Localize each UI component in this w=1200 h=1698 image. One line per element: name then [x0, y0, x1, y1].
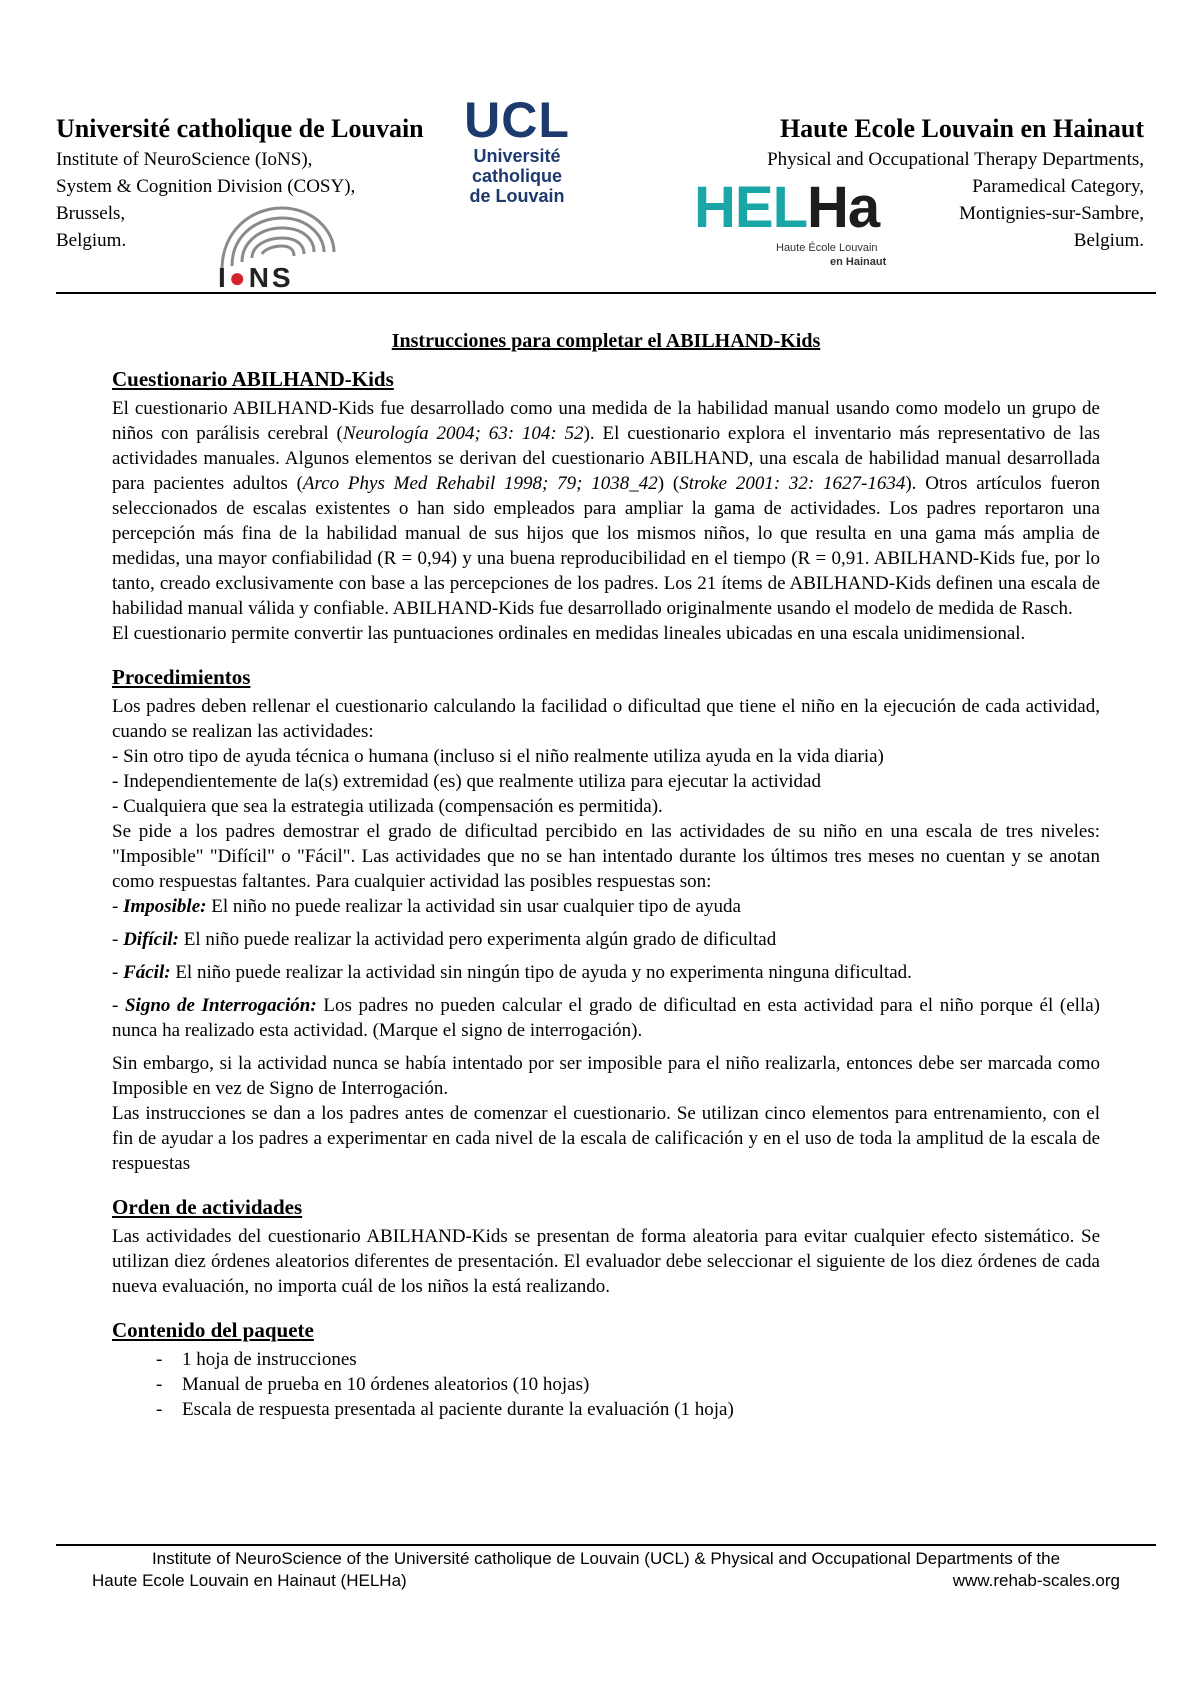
helha-affiliation-line: Physical and Occupational Therapy Departments,: [767, 149, 1144, 170]
header-divider: [56, 292, 1156, 294]
bullet: -: [156, 1374, 163, 1395]
response-term: Signo de Interrogación:: [124, 995, 317, 1016]
ucl-logo-subtitle: catholique: [471, 166, 562, 186]
dash: -: [112, 962, 124, 983]
text-run: ). Otros artículos fueron seleccionados de escalas existentes o han sido empleados para ampliar la gama de actividades. Los padres reportaron una percepción más fina de la habilidad manual de sus hijos que los mismos niños, lo que resulta en una gama más amplia de medidas, una mayor confiabilidad (R = 0,94) y una buena reproducibilidad en el tiempo (R = 0,91. ABILHAND-Kids fue, por lo tanto, creado exclusivamente con base a las percepciones de los padres. Los 21 ítems de ABILHAND-Kids definen una escala de habilidad manual válida y confiable. ABILHAND-Kids fue desarrollado originalmente usando el modelo de medida de Rasch.: [112, 473, 1100, 619]
footer-website-link[interactable]: www.rehab-scales.org: [952, 1571, 1120, 1590]
citation: Stroke 2001: 32: 1627-1634: [679, 473, 906, 494]
helha-logo-subtitle: Haute École Louvain: [776, 242, 878, 254]
package-contents-list: [112, 1347, 1100, 1422]
header-right-affiliation: [624, 112, 1144, 254]
ucl-affiliation-line: Institute of NeuroScience (IoNS),: [56, 149, 313, 170]
text-run: ) (: [657, 473, 680, 494]
ucl-logo-subtitle: de Louvain: [469, 186, 565, 206]
ions-logo-dot: ●: [228, 262, 249, 293]
ucl-logo-subtitle: Université: [473, 146, 561, 166]
ucl-affiliation-line: System & Cognition Division (COSY),: [56, 176, 356, 197]
helha-logo-subtitle: en Hainaut: [830, 256, 887, 268]
paragraph: Se pide a los padres demostrar el grado de dificultad percibido en las actividades de su niño en una escala de tres niveles: "Imposible" "Difícil" o "Fácil". Las actividades que no se han intentado durante los últimos tres meses no cuentan y se anotan como respuestas faltantes. Para cualquier actividad las posibles respuestas son:: [112, 821, 1100, 892]
list-item-text: 1 hoja de instrucciones: [182, 1349, 357, 1370]
section-title: Orden de actividades: [112, 1195, 303, 1219]
list-item-text: Escala de respuesta presentada al paciente durante la evaluación (1 hoja): [182, 1399, 734, 1420]
document-body: [112, 328, 1100, 1422]
citation: Arco Phys Med Rehabil 1998; 79; 1038_42: [302, 473, 658, 494]
condition-line: - Sin otro tipo de ayuda técnica o humana (incluso si el niño realmente utiliza ayuda en la vida diaria): [112, 746, 884, 767]
condition-line: - Cualquiera que sea la estrategia utilizada (compensación es permitida).: [112, 796, 663, 817]
list-item: [112, 1397, 1100, 1422]
section-title: Procedimientos: [112, 665, 251, 689]
response-option: [112, 894, 1100, 919]
text-run: El niño no puede realizar la actividad sin usar cualquier tipo de ayuda: [206, 896, 741, 917]
list-item: [112, 1372, 1100, 1397]
helha-affiliation-line: Belgium.: [1073, 230, 1144, 251]
text-run: Los padres no pueden calcular el grado de dificultad en esta actividad para el niño porque él (ella) nunca ha realizado esta actividad. (Marque el signo de interrogación).: [112, 995, 1100, 1041]
footer-institution: Haute Ecole Louvain en Hainaut (HELHa): [92, 1571, 407, 1590]
paragraph: Sin embargo, si la actividad nunca se había intentado por ser imposible para el niño realizarla, entonces debe ser marcada como Imposible en vez de Signo de Interrogación.: [112, 1053, 1100, 1099]
text-run: El niño puede realizar la actividad sin ningún tipo de ayuda y no experimenta ninguna dificultad.: [170, 962, 912, 983]
paragraph: [112, 396, 1100, 621]
section-title: Contenido del paquete: [112, 1318, 314, 1342]
ucl-logo: [462, 94, 572, 206]
helha-logo-dark: Ha: [807, 175, 880, 240]
dash: -: [112, 995, 125, 1016]
list-item: [112, 1347, 1100, 1372]
ions-logo-letters: NS: [248, 262, 294, 293]
ions-logo-text: [218, 262, 294, 294]
response-option: [112, 960, 1100, 985]
section-title: Cuestionario ABILHAND-Kids: [112, 367, 394, 391]
text-run: El cuestionario ABILHAND-Kids fue desarrollado como una medida de la habilidad manual usando como modelo un grupo de niños con parálisis cerebral (: [112, 398, 1100, 444]
response-term: Fácil:: [123, 962, 171, 983]
list-item-text: Manual de prueba en 10 órdenes aleatorios (10 hojas): [182, 1374, 590, 1395]
ions-logo-letter: I: [218, 262, 229, 293]
dash: -: [112, 896, 124, 917]
helha-logo-teal: HEL: [694, 175, 807, 240]
response-term: Difícil:: [123, 929, 180, 950]
footer-line: Institute of NeuroScience of the Université catholique de Louvain (UCL) & Physical and Occupational Departments of the: [151, 1549, 1061, 1568]
condition-line: - Independientemente de la(s) extremidad (es) que realmente utiliza para ejecutar la actividad: [112, 771, 821, 792]
dash: -: [112, 929, 124, 950]
ucl-affiliation-line: Brussels,: [56, 203, 126, 224]
ucl-logo-mark: UCL: [464, 92, 570, 148]
helha-affiliation-line: Montignies-sur-Sambre,: [959, 203, 1144, 224]
footer-line: [56, 1570, 1156, 1592]
ucl-affiliation-line: Belgium.: [56, 230, 127, 251]
bullet: -: [156, 1399, 163, 1420]
paragraph: Las instrucciones se dan a los padres antes de comenzar el cuestionario. Se utilizan cinco elementos para entrenamiento, con el fin de ayudar a los padres a experimentar en cada nivel de la escala de calificación y en el uso de toda la amplitud de la escala de respuestas: [112, 1103, 1100, 1174]
citation: Neurología 2004; 63: 104: 52: [342, 423, 584, 444]
response-option: [112, 927, 1100, 952]
ucl-university-name: Université catholique de Louvain: [56, 114, 424, 143]
text-run: El niño puede realizar la actividad pero experimenta algún grado de dificultad: [179, 929, 777, 950]
helha-affiliation-line: Paramedical Category,: [972, 176, 1144, 197]
document-title: Instrucciones para completar el ABILHAND-Kids: [391, 330, 821, 352]
bullet: -: [156, 1349, 163, 1370]
page-footer: [56, 1548, 1156, 1592]
text-run: ). El cuestionario explora el inventario más representativo de las actividades manuales. Algunos elementos se derivan del cuestionario ABILHAND, una escala de habilidad manual desarrollada para pacientes adultos (: [112, 423, 1101, 494]
footer-divider: [56, 1544, 1156, 1546]
paragraph: Las actividades del cuestionario ABILHAND-Kids se presentan de forma aleatoria para evitar cualquier efecto sistemático. Se utilizan diez órdenes aleatorios diferentes de presentación. El evaluador debe seleccionar el siguiente de los diez órdenes de cada nueva evaluación, no importa cuál de los niños la está realizando.: [112, 1226, 1100, 1297]
helha-school-name: Haute Ecole Louvain en Hainaut: [779, 114, 1144, 143]
response-term: Imposible:: [123, 896, 207, 917]
paragraph: El cuestionario permite convertir las puntuaciones ordinales en medidas lineales ubicadas en una escala unidimensional.: [112, 623, 1026, 644]
response-option: [112, 993, 1100, 1043]
paragraph: Los padres deben rellenar el cuestionario calculando la facilidad o dificultad que tiene el niño en la ejecución de cada actividad, cuando se realizan las actividades:: [112, 696, 1100, 742]
